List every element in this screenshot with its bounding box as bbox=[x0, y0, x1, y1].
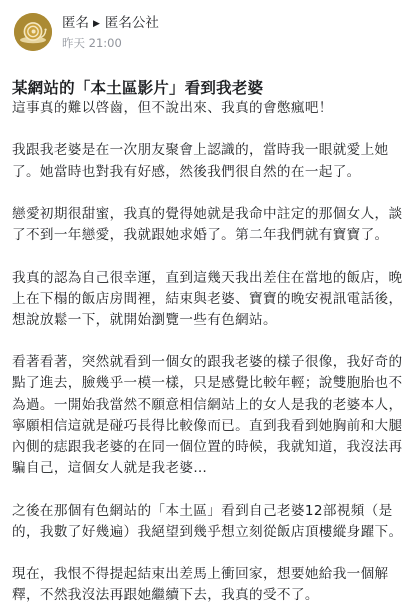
paragraph-line: 的，我數了好幾遍）我絕望到幾乎想立刻從飯店頂樓縱身躍下。 bbox=[12, 523, 403, 540]
paragraph-line: 點了進去，臉幾乎一模一樣，只是感覺比較年輕；說雙胞胎也不 bbox=[12, 375, 403, 392]
paragraph-line: 這事真的難以啓齒，但不說出來、我真的會憋瘋吧！ bbox=[12, 100, 333, 116]
post-paragraph bbox=[12, 204, 403, 246]
paragraph-gap bbox=[12, 183, 400, 204]
post-paragraph bbox=[12, 564, 400, 606]
post-paragraph bbox=[12, 352, 403, 479]
paragraph-line: 寧願相信這就是碰巧長得比較像而已。直到我看到她胸前和大腿 bbox=[12, 417, 403, 434]
arrow-right-icon: ▶ bbox=[93, 19, 100, 29]
group-name[interactable]: 匿名公社 bbox=[104, 15, 159, 31]
paragraph-line: 戀愛初期很甜蜜，我真的覺得她就是我命中註定的那個女人，談 bbox=[12, 205, 403, 222]
paragraph-line: 了不到一年戀愛，我就跟她求婚了。第二年我們就有寶寶了。 bbox=[12, 227, 389, 244]
snail-icon bbox=[14, 13, 52, 51]
paragraph-line: 騙自己，這個女人就是我老婆… bbox=[12, 460, 208, 477]
author-line bbox=[62, 14, 159, 32]
paragraph-line: 之後在那個有色網站的「本土區」看到自己老婆12部視頻（是 bbox=[12, 502, 393, 519]
paragraph-gap bbox=[12, 246, 400, 267]
post-paragraph bbox=[12, 98, 400, 119]
paragraph-gap bbox=[12, 119, 400, 140]
post-paragraph bbox=[12, 501, 403, 543]
paragraph-line: 了。她當時也對我有好感，然後我們很自然的在一起了。 bbox=[12, 163, 361, 180]
paragraph-gap bbox=[12, 543, 400, 564]
post-body bbox=[12, 98, 403, 607]
post-paragraph bbox=[12, 268, 403, 332]
post-paragraph bbox=[12, 140, 400, 182]
group-avatar[interactable] bbox=[14, 13, 52, 51]
post-timestamp[interactable]: 昨天 21:00 bbox=[62, 36, 122, 50]
author-name[interactable]: 匿名 bbox=[62, 15, 89, 31]
paragraph-gap bbox=[12, 479, 400, 500]
paragraph-line: 釋，不然我沒法再跟她繼續下去，我真的受不了。 bbox=[12, 587, 319, 604]
paragraph-line: 為過。一開始我當然不願意相信網站上的女人是我的老婆本人， bbox=[12, 396, 403, 413]
post-title: 某網站的「本土區影片」看到我老婆 bbox=[12, 79, 264, 97]
paragraph-line: 想說放鬆一下，就開始瀏覽一些有色網站。 bbox=[12, 311, 277, 328]
paragraph-line: 我真的認為自己很幸運，直到這幾天我出差住在當地的飯店，晚 bbox=[12, 269, 403, 286]
paragraph-line: 我跟我老婆是在一次朋友聚會上認識的，當時我一眼就愛上她 bbox=[12, 142, 389, 159]
paragraph-line: 看著看著，突然就看到一個女的跟我老婆的樣子很像，我好奇的 bbox=[12, 354, 403, 371]
post-header bbox=[14, 13, 398, 53]
paragraph-line: 上在下榻的飯店房間裡，結束與老婆、寶寶的晚安視訊電話後， bbox=[12, 290, 403, 307]
paragraph-gap bbox=[12, 331, 400, 352]
paragraph-line: 內側的痣跟我老婆的在同一個位置的時候，我就知道，我沒法再 bbox=[12, 439, 403, 455]
paragraph-line: 現在，我恨不得提起結束出差馬上衝回家，想要她給我一個解 bbox=[12, 566, 389, 583]
